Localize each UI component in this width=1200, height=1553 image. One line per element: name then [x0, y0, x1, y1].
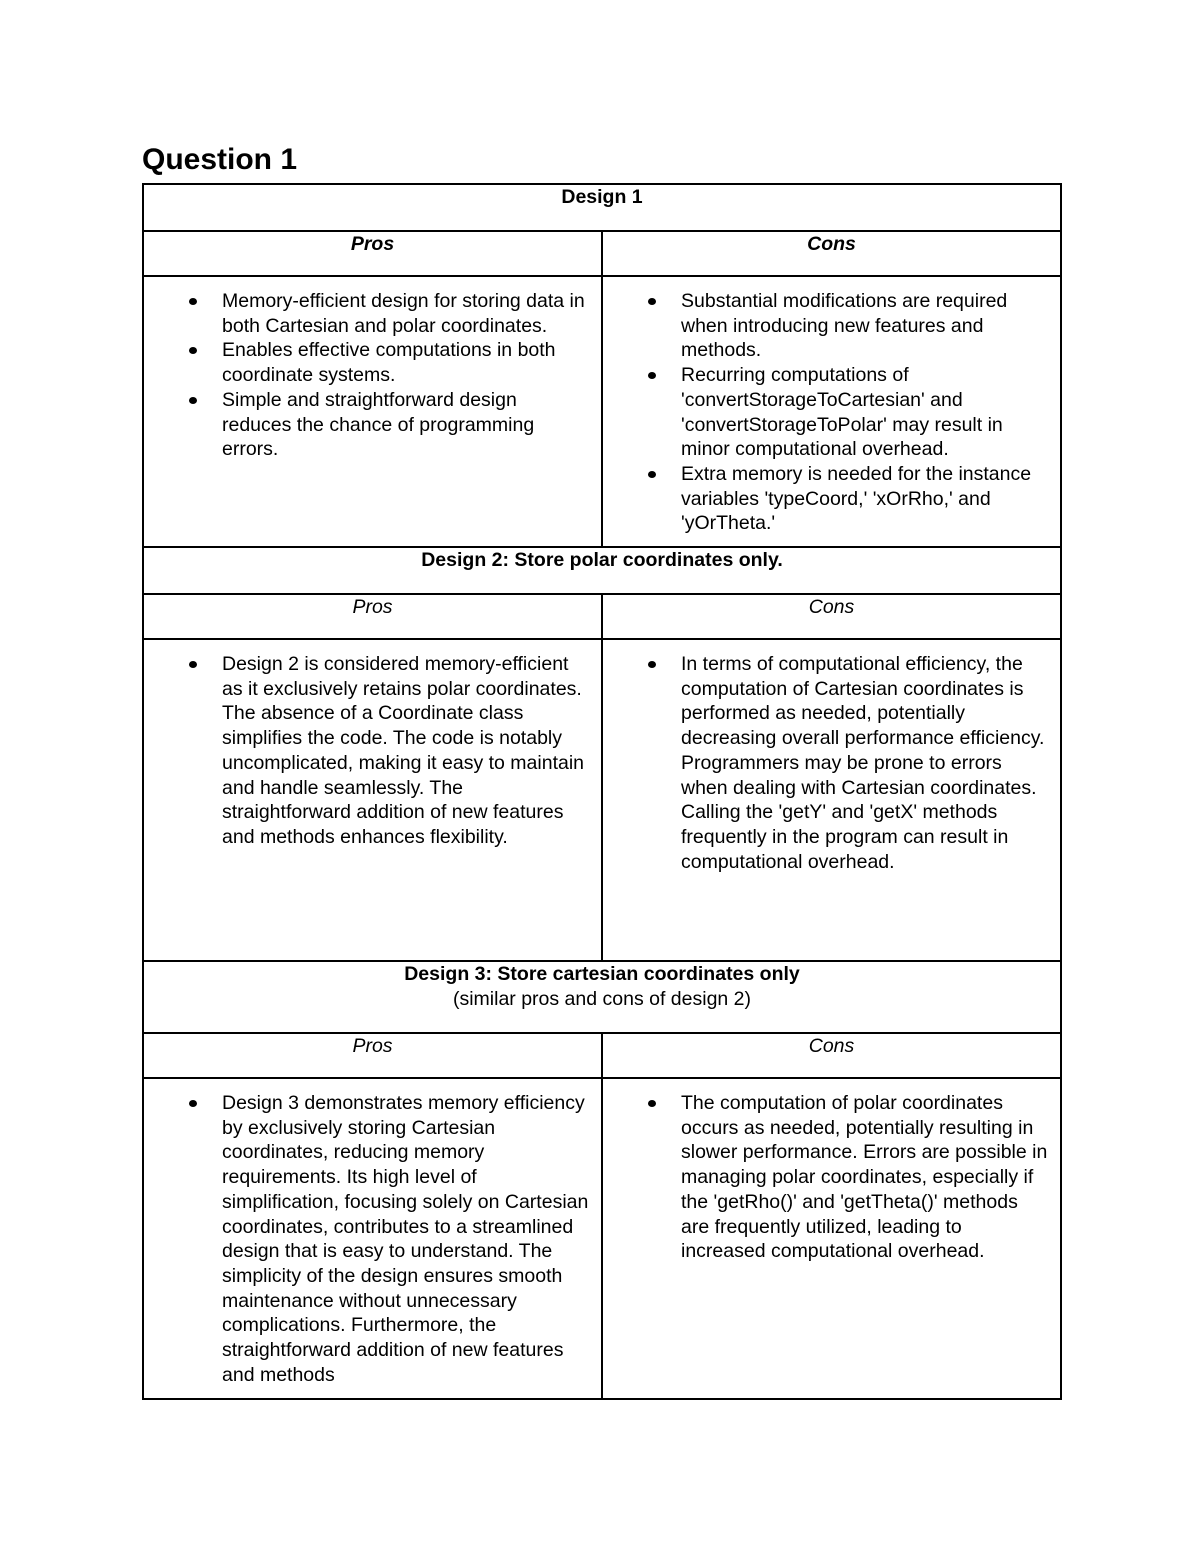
design-1-cons-label: Cons	[602, 231, 1061, 276]
design-2-pros-label: Pros	[143, 594, 602, 639]
design-2-column-header-row	[143, 594, 1061, 639]
design-1-pro-item: Simple and straightforward design reduces the chance of programming errors.	[144, 388, 591, 462]
design-3-column-header-row	[143, 1033, 1061, 1078]
design-1-con-item: Extra memory is needed for the instance variables 'typeCoord,' 'xOrRho,' and 'yOrTheta.'	[603, 462, 1050, 536]
design-1-con-item: Substantial modifications are required when introducing new features and methods.	[603, 289, 1050, 363]
design-3-cons-cell	[602, 1078, 1061, 1399]
design-1-pro-item: Memory-efficient design for storing data in both Cartesian and polar coordinates.	[144, 289, 591, 338]
design-3-con-item: The computation of polar coordinates occurs as needed, potentially resulting in slower performance. Errors are possible in managing polar coordinates, especially if the 'getRho()' and 'getTheta()' methods are frequently utilized, leading to increased computational overhead.	[603, 1091, 1050, 1264]
design-2-cons-label: Cons	[602, 594, 1061, 639]
design-1-pros-list	[144, 277, 601, 462]
design-3-pros-list	[144, 1079, 601, 1387]
design-1-header-row	[143, 184, 1061, 231]
design-1-pros-cell	[143, 276, 602, 547]
design-1-header: Design 1	[143, 184, 1061, 231]
design-1-pros-label: Pros	[143, 231, 602, 276]
design-3-cons-list	[603, 1079, 1060, 1264]
design-3-content-row	[143, 1078, 1061, 1399]
design-1-cons-cell	[602, 276, 1061, 547]
design-3-header-cell	[143, 961, 1061, 1033]
design-2-content-row	[143, 639, 1061, 961]
design-3-pros-label: Pros	[143, 1033, 602, 1078]
design-3-header-row	[143, 961, 1061, 1033]
page-title: Question 1	[142, 143, 298, 176]
design-1-con-item: Recurring computations of 'convertStorageToCartesian' and 'convertStorageToPolar' may result in minor computational overhead.	[603, 363, 1050, 462]
design-2-header-row	[143, 547, 1061, 594]
design-2-pro-item: Design 2 is considered memory-efficient as it exclusively retains polar coordinates. The absence of a Coordinate class simplifies the code. The code is notably uncomplicated, making it easy to maintain and handle seamlessly. The straightforward addition of new features and methods enhances flexibility.	[144, 652, 591, 850]
design-1-column-header-row	[143, 231, 1061, 276]
design-1-content-row	[143, 276, 1061, 547]
design-2-con-item: In terms of computational efficiency, the computation of Cartesian coordinates is performed as needed, potentially decreasing overall performance efficiency. Programmers may be prone to errors when dealing with Cartesian coordinates. Calling the 'getY' and 'getX' methods frequently in the program can result in computational overhead.	[603, 652, 1050, 874]
design-3-header: Design 3: Store cartesian coordinates only	[404, 963, 800, 985]
design-2-pros-cell	[143, 639, 602, 961]
design-3-pro-item: Design 3 demonstrates memory efficiency by exclusively storing Cartesian coordinates, reducing memory requirements. Its high level of simplification, focusing solely on Cartesian coordinates, contributes to a streamlined design that is easy to understand. The simplicity of the design ensures smooth maintenance without unnecessary complications. Furthermore, the straightforward addition of new features and methods	[144, 1091, 591, 1387]
design-3-cons-label: Cons	[602, 1033, 1061, 1078]
design-2-cons-cell	[602, 639, 1061, 961]
design-3-pros-cell	[143, 1078, 602, 1399]
designs-table	[142, 183, 1062, 1400]
design-1-pro-item: Enables effective computations in both coordinate systems.	[144, 338, 591, 387]
design-3-subheader: (similar pros and cons of design 2)	[452, 987, 752, 1010]
design-2-cons-list	[603, 640, 1060, 874]
design-1-cons-list	[603, 277, 1060, 536]
design-2-header: Design 2: Store polar coordinates only.	[143, 547, 1061, 594]
design-2-pros-list	[144, 640, 601, 850]
